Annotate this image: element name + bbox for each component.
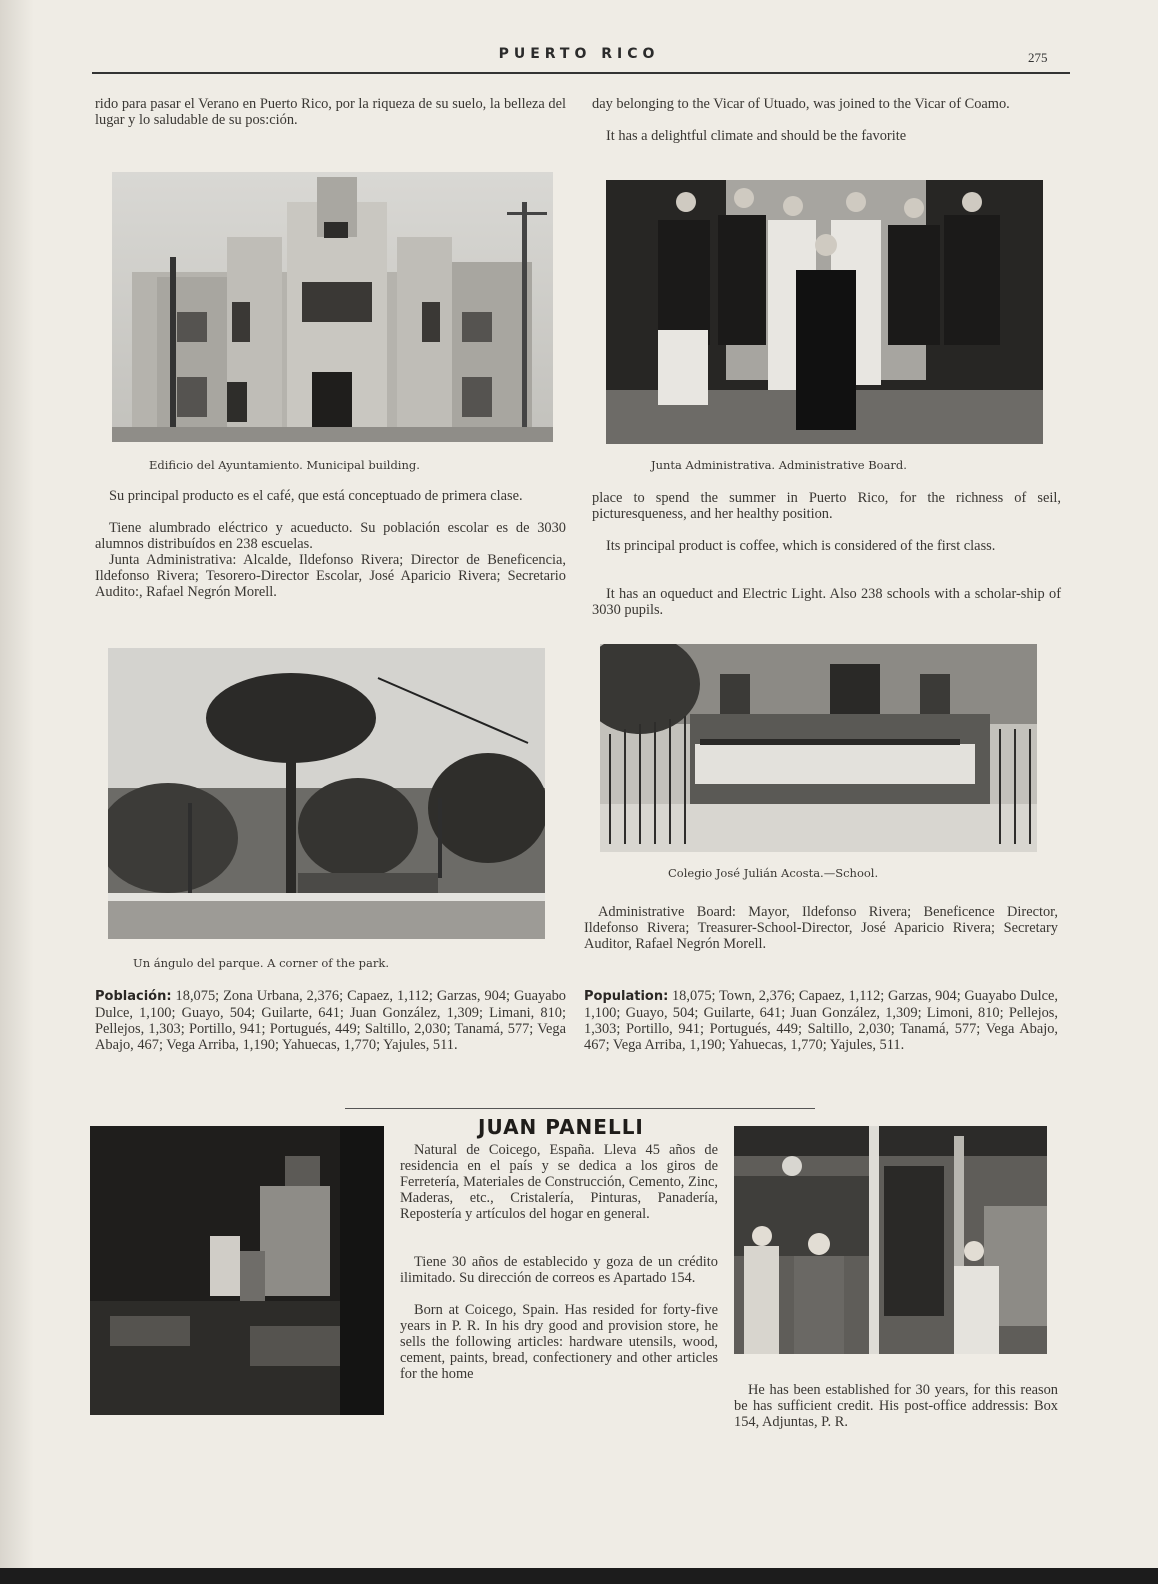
photo-park-corner bbox=[108, 648, 545, 939]
caption-school: Colegio José Julián Acosta.—School. bbox=[668, 866, 879, 880]
right-paragraph-coffee: Its principal product is coffee, which is considered of the first class. bbox=[606, 538, 996, 554]
scan-edge bbox=[0, 1568, 1158, 1584]
left-population-text: 18,075; Zona Urbana, 2,376; Capaez, 1,112; Garzas, 904; Guayabo Dulce, 1,100; Guayo, 504; Guilarte, 641; Juan González, 1,309; Limani, 810; Pellejos, 1,303; Portillo, 941; Portugués, 449; Saltillo, 2,030; Tanamá, 577; Vega Abajo, 467; Vega Arriba, 1,190; Yahuecas, 1,770; Yajules, 511. bbox=[95, 988, 566, 1053]
section-divider bbox=[345, 1108, 815, 1109]
panelli-english-text: Born at Coicego, Spain. Has resided for forty-five years in P. R. In his dry good and provision store, he sells the following articles: hardware utensils, wood, cement, paints, bread, confectionery and other articles for the home bbox=[400, 1302, 718, 1382]
photo-panelli-store-counter bbox=[734, 1126, 1047, 1354]
panelli-heading: JUAN PANELLI bbox=[478, 1115, 644, 1139]
panelli-spanish-credit: Tiene 30 años de establecido y goza de un crédito ilimitado. Su dirección de correos es Apartado 154. bbox=[400, 1254, 718, 1286]
running-header: PUERTO RICO bbox=[498, 46, 660, 62]
photo-school bbox=[600, 644, 1037, 852]
left-intro-text: rido para pasar el Verano en Puerto Rico, por la riqueza de su suelo, la belleza del lugar y lo saludable de su pos:ción. bbox=[95, 96, 566, 128]
header-rule bbox=[92, 72, 1070, 74]
left-population bbox=[95, 988, 566, 1053]
panelli-english-credit: He has been established for 30 years, for this reason be has sufficient credit. His post-office addressis: Box 154, Adjuntas, P. R. bbox=[734, 1382, 1058, 1430]
right-intro-text: day belonging to the Vicar of Utuado, was joined to the Vicar of Coamo. bbox=[592, 96, 1010, 112]
left-paragraph-board: Junta Administrativa: Alcalde, Ildefonso Rivera; Director de Beneficencia, Ildefonso Rivera; Tesorero-Director Escolar, José Aparicio Rivera; Secretario Audito:, Rafael Negrón Morell. bbox=[95, 552, 566, 600]
left-paragraph-electricity: Tiene alumbrado eléctrico y acueducto. Su población escolar es de 3030 alumnos distribuídos en 238 escuelas. bbox=[95, 520, 566, 552]
right-board-text: Administrative Board: Mayor, Ildefonso Rivera; Beneficence Director, Ildefonso Rivera; Treasurer-School-Director, José Aparicio Rivera; Secretary Auditor, Rafael Negrón Morell. bbox=[584, 904, 1058, 952]
caption-municipal-building: Edificio del Ayuntamiento. Municipal building. bbox=[149, 458, 420, 472]
page-shadow bbox=[0, 0, 34, 1584]
caption-administrative-board: Junta Administrativa. Administrative Board. bbox=[651, 458, 907, 472]
photo-municipal-building bbox=[112, 172, 553, 442]
right-intro-continued: It has a delightful climate and should be the favorite bbox=[606, 128, 907, 144]
photo-panelli-store-interior bbox=[90, 1126, 384, 1415]
right-population-label: Population: bbox=[584, 989, 669, 1004]
right-paragraph-summer: place to spend the summer in Puerto Rico, for the richness of seil, picturesqueness, and her healthy position. bbox=[592, 490, 1061, 522]
right-population-text: 18,075; Town, 2,376; Capaez, 1,112; Garzas, 904; Guayabo Dulce, 1,100; Guayo, 504; Guilarte, 641; Juan González, 1,309; Limoni, 810; Pellejos, 1,303; Portillo, 941; Portugués, 449; Saltillo, 2,030; Tanamá, 577; Vega Abajo, 467; Vega Arriba, 1,190; Yahuecas, 1,770; Yajules, 511. bbox=[584, 988, 1058, 1053]
right-paragraph-schools: It has an oqueduct and Electric Light. Also 238 schools with a scholar-ship of 3030 pupils. bbox=[592, 586, 1061, 618]
left-paragraph-product: Su principal producto es el café, que está conceptuado de primera clase. bbox=[109, 488, 523, 504]
right-population bbox=[584, 988, 1058, 1053]
caption-park-corner: Un ángulo del parque. A corner of the park. bbox=[133, 956, 389, 970]
panelli-spanish-text: Natural de Coicego, España. Lleva 45 años de residencia en el país y se dedica a los giros de Ferretería, Materiales de Construcción, Cemento, Zinc, Maderas, etc., Cristalería, Pinturas, Panadería, Repostería y artículos del hogar en general. bbox=[400, 1142, 718, 1222]
photo-administrative-board bbox=[606, 180, 1043, 444]
left-population-label: Población: bbox=[95, 989, 172, 1004]
page-number: 275 bbox=[1028, 50, 1048, 65]
